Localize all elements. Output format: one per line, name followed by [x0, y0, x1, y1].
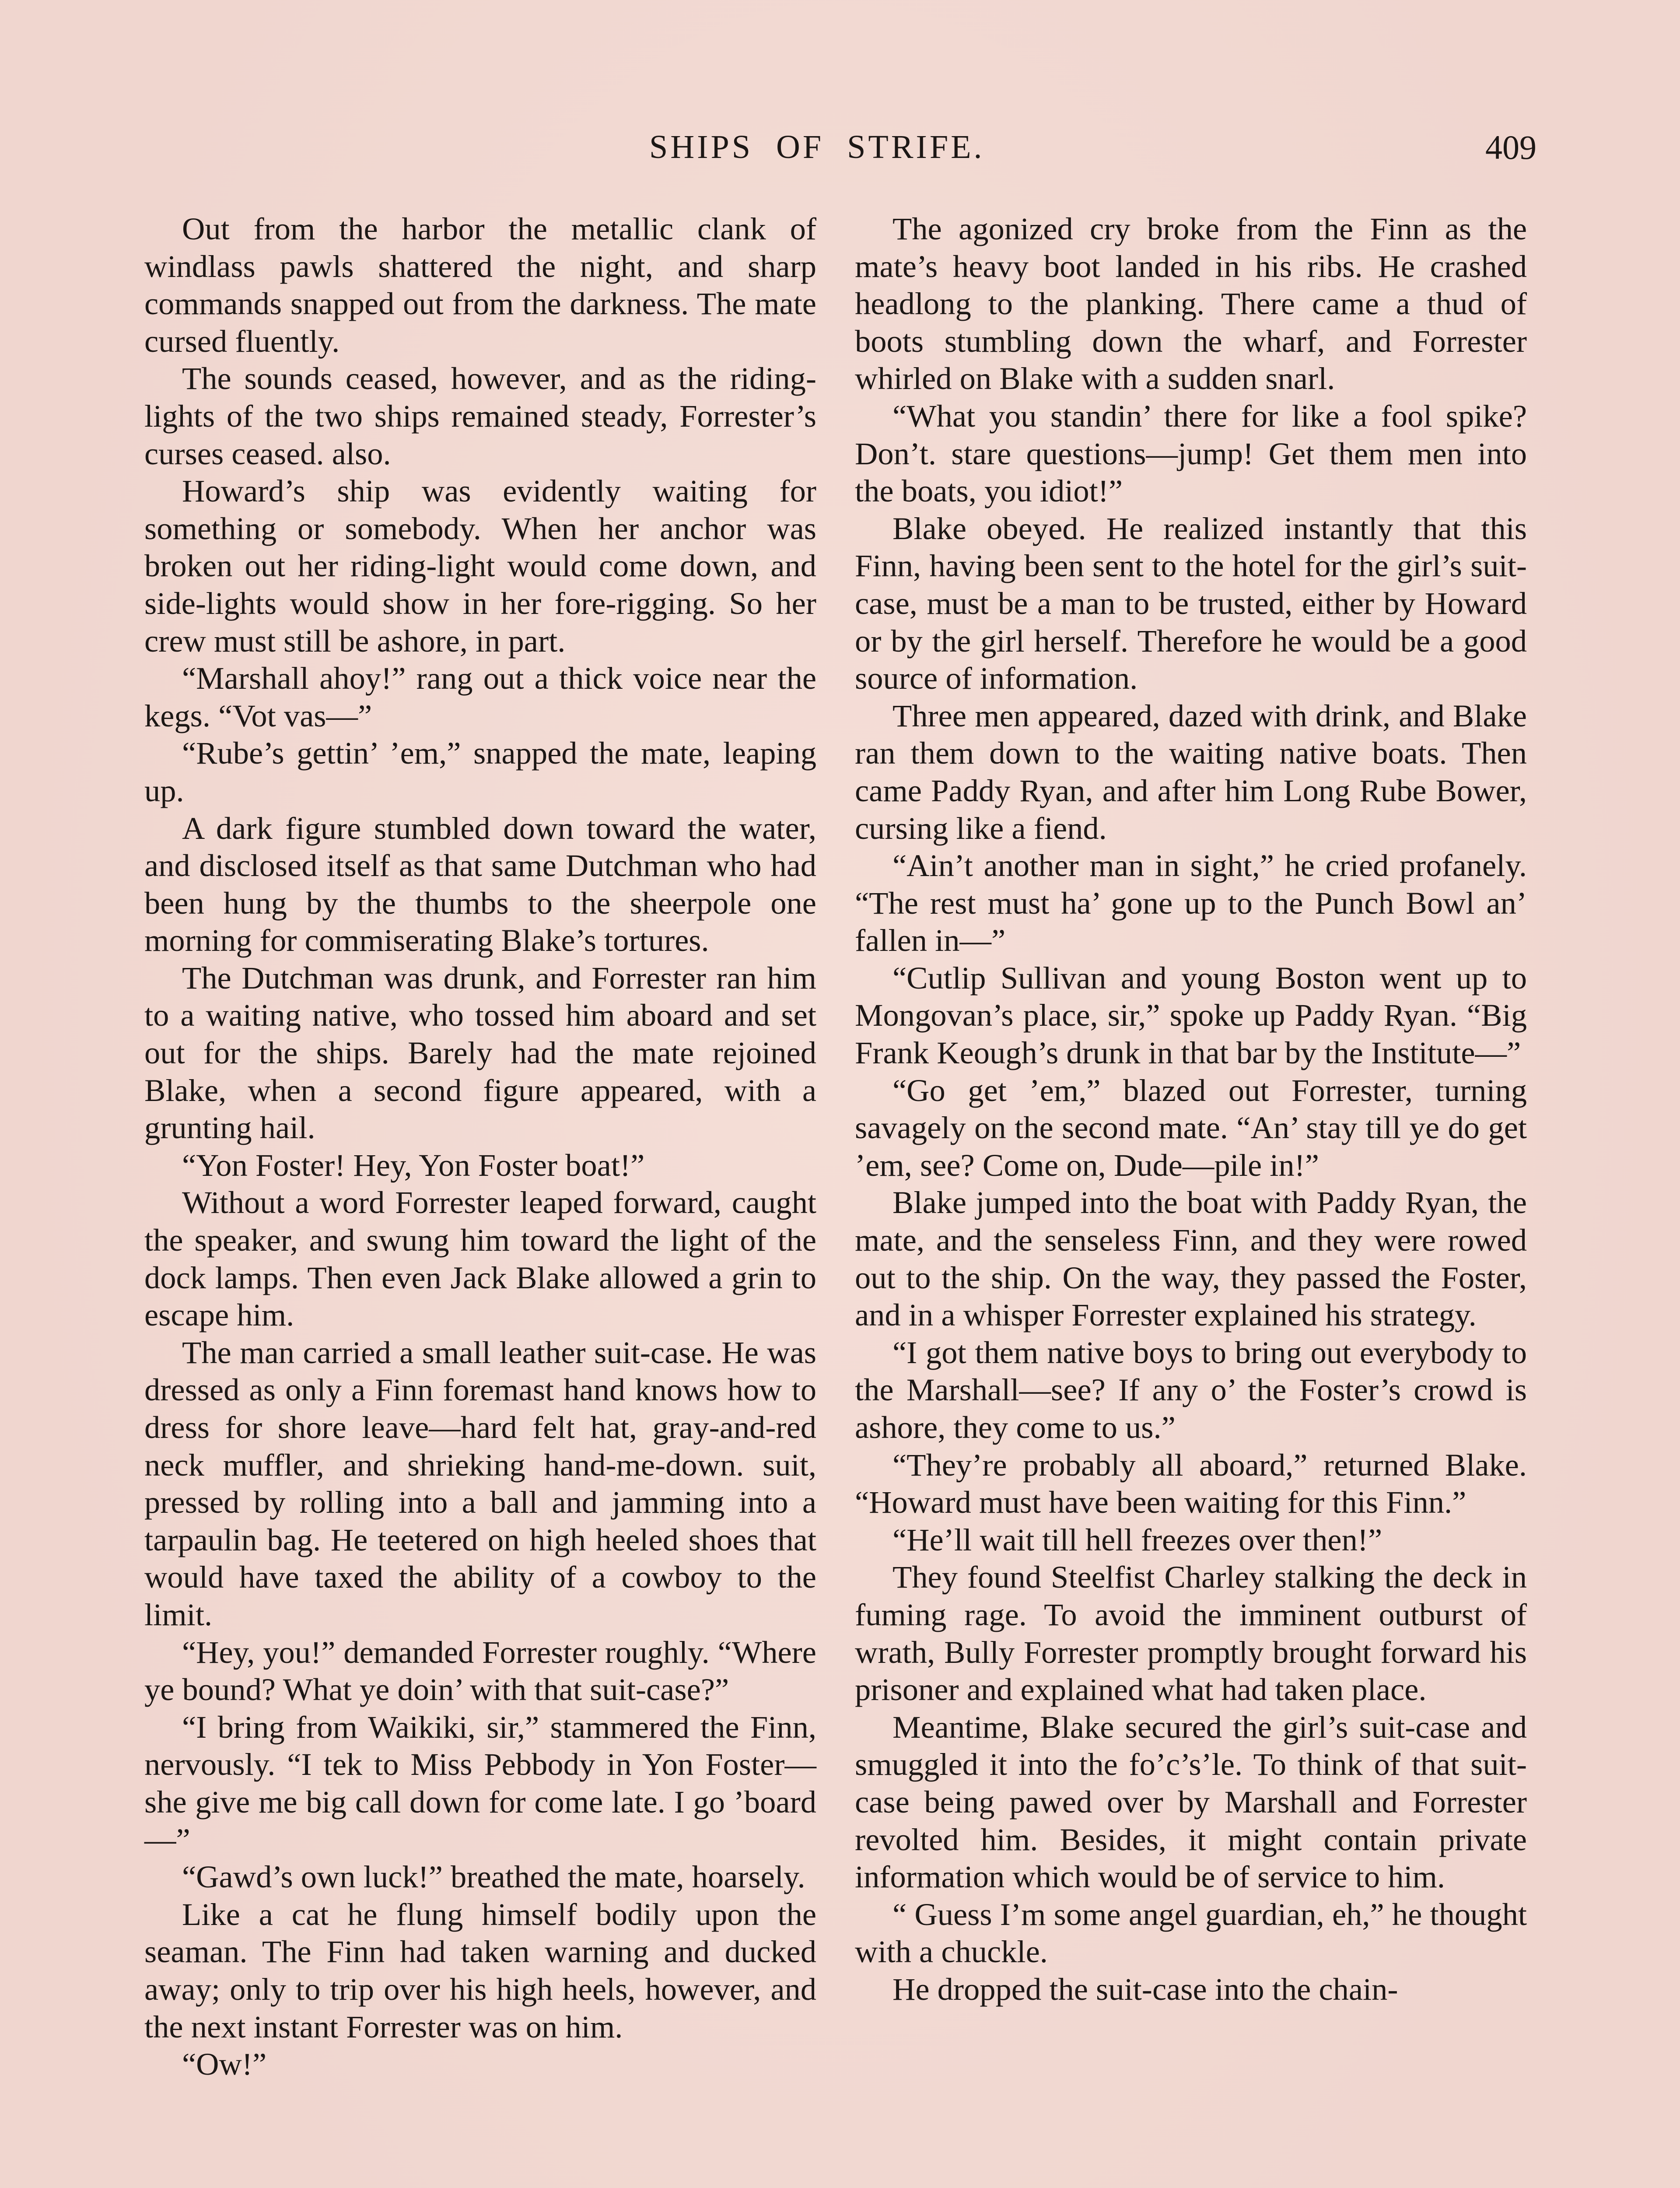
paragraph: “Yon Foster! Hey, Yon Foster boat!” — [182, 1147, 645, 1183]
paragraph: “Rube’s gettin’ ’em,” snapped the mate, leaping up. — [144, 735, 816, 808]
paragraph: “What you standin’ there for like a fool spike? Don’t. stare questions—jump! Get them men into the boats, you idiot!” — [855, 398, 1527, 509]
paragraph: He dropped the suit-case into the chain- — [892, 1971, 1398, 2007]
paragraph: “Hey, you!” demanded Forrester roughly. “Where ye bound? What ye doin’ with that suit-case?” — [144, 1634, 816, 1708]
paragraph: A dark figure stumbled down toward the water, and disclosed itself as that same Dutchman who had been hung by the thumbs to the sheerpole one morning for commiserating Blake’s tortures. — [144, 810, 816, 958]
right-column — [855, 210, 1527, 2008]
paragraph: Blake obeyed. He realized instantly that this Finn, having been sent to the hotel for the girl’s suit-case, must be a man to be trusted, either by Howard or by the girl herself. Therefore he would be a good source of information. — [855, 510, 1527, 696]
left-column — [144, 210, 816, 2083]
paragraph: Blake jumped into the boat with Paddy Ryan, the mate, and the senseless Finn, and they were rowed out to the ship. On the way, they passed the Foster, and in a whisper Forrester explained his strategy. — [855, 1185, 1527, 1333]
paragraph: “They’re probably all aboard,” returned Blake. “Howard must have been waiting for this Finn.” — [855, 1447, 1527, 1520]
paragraph: The agonized cry broke from the Finn as the mate’s heavy boot landed in his ribs. He crashed headlong to the planking. There came a thud of boots stumbling down the wharf, and Forrester whirled on Blake with a sudden snarl. — [855, 211, 1527, 396]
paragraph: Meantime, Blake secured the girl’s suit-case and smuggled it into the fo’c’s’le. To think of that suit-case being pawed over by Marshall and Forrester revolted him. Besides, it might contain private information which would be of service to him. — [855, 1709, 1527, 1895]
paragraph: “Cutlip Sullivan and young Boston went up to Mongovan’s place, sir,” spoke up Paddy Ryan. “Big Frank Keough’s drunk in that bar by the Institute—” — [855, 960, 1527, 1071]
paragraph: Three men appeared, dazed with drink, and Blake ran them down to the waiting native boats. Then came Paddy Ryan, and after him Long Rube Bower, cursing like a fiend. — [855, 698, 1527, 846]
running-head: SHIPS OF STRIFE. — [649, 129, 985, 165]
paragraph: “ Guess I’m some angel guardian, eh,” he thought with a chuckle. — [855, 1896, 1527, 1970]
paragraph: “Gawd’s own luck!” breathed the mate, hoarsely. — [182, 1859, 805, 1895]
paragraph: “I bring from Waikiki, sir,” stammered the Finn, nervously. “I tek to Miss Pebbody in Yon Foster—she give me big call down for come late. I go ’board—” — [144, 1709, 816, 1857]
paragraph: “Ain’t another man in sight,” he cried profanely. “The rest must ha’ gone up to the Punch Bowl an’ fallen in—” — [855, 848, 1527, 958]
paragraph: The man carried a small leather suit-case. He was dressed as only a Finn foremast hand knows how to dress for shore leave—hard felt hat, gray-and-red neck muffler, and shrieking hand-me-down. suit, pressed by rolling into a ball and jamming into a tarpaulin bag. He teetered on high heeled shoes that would have taxed the ability of a cowboy to the limit. — [144, 1334, 816, 1632]
page-number: 409 — [1485, 128, 1536, 166]
paragraph: The sounds ceased, however, and as the riding-lights of the two ships remained steady, Forrester’s curses ceased. also. — [144, 361, 816, 471]
paragraph: “He’ll wait till hell freezes over then!” — [892, 1522, 1382, 1557]
paragraph: They found Steelfist Charley stalking the deck in fuming rage. To avoid the imminent outburst of wrath, Bully Forrester promptly brought forward his prisoner and explained what had taken place. — [855, 1559, 1527, 1708]
paragraph: “Go get ’em,” blazed out Forrester, turning savagely on the second mate. “An’ stay till ye do get ’em, see? Come on, Dude—pile in!” — [855, 1072, 1527, 1183]
paragraph: “I got them native boys to bring out everybody to the Marshall—see? If any o’ the Foster’s crowd is ashore, they come to us.” — [855, 1334, 1527, 1445]
paragraph: The Dutchman was drunk, and Forrester ran him to a waiting native, who tossed him aboard and set out for the ships. Barely had the mate rejoined Blake, when a second figure appeared, with a grunting hail. — [144, 960, 816, 1146]
paragraph: Out from the harbor the metallic clank of windlass pawls shattered the night, and sharp commands snapped out from the darkness. The mate cursed fluently. — [144, 211, 816, 359]
paragraph: Without a word Forrester leaped forward, caught the speaker, and swung him toward the light of the dock lamps. Then even Jack Blake allowed a grin to escape him. — [144, 1185, 816, 1333]
paragraph: Like a cat he flung himself bodily upon the seaman. The Finn had taken warning and ducked away; only to trip over his high heels, however, and the next instant Forrester was on him. — [144, 1896, 816, 2044]
paragraph: Howard’s ship was evidently waiting for something or somebody. When her anchor was broken out her riding-light would come down, and side-lights would show in her fore-rigging. So her crew must still be ashore, in part. — [144, 473, 816, 659]
paragraph: “Ow!” — [182, 2046, 267, 2082]
paragraph: “Marshall ahoy!” rang out a thick voice near the kegs. “Vot vas—” — [144, 660, 816, 733]
